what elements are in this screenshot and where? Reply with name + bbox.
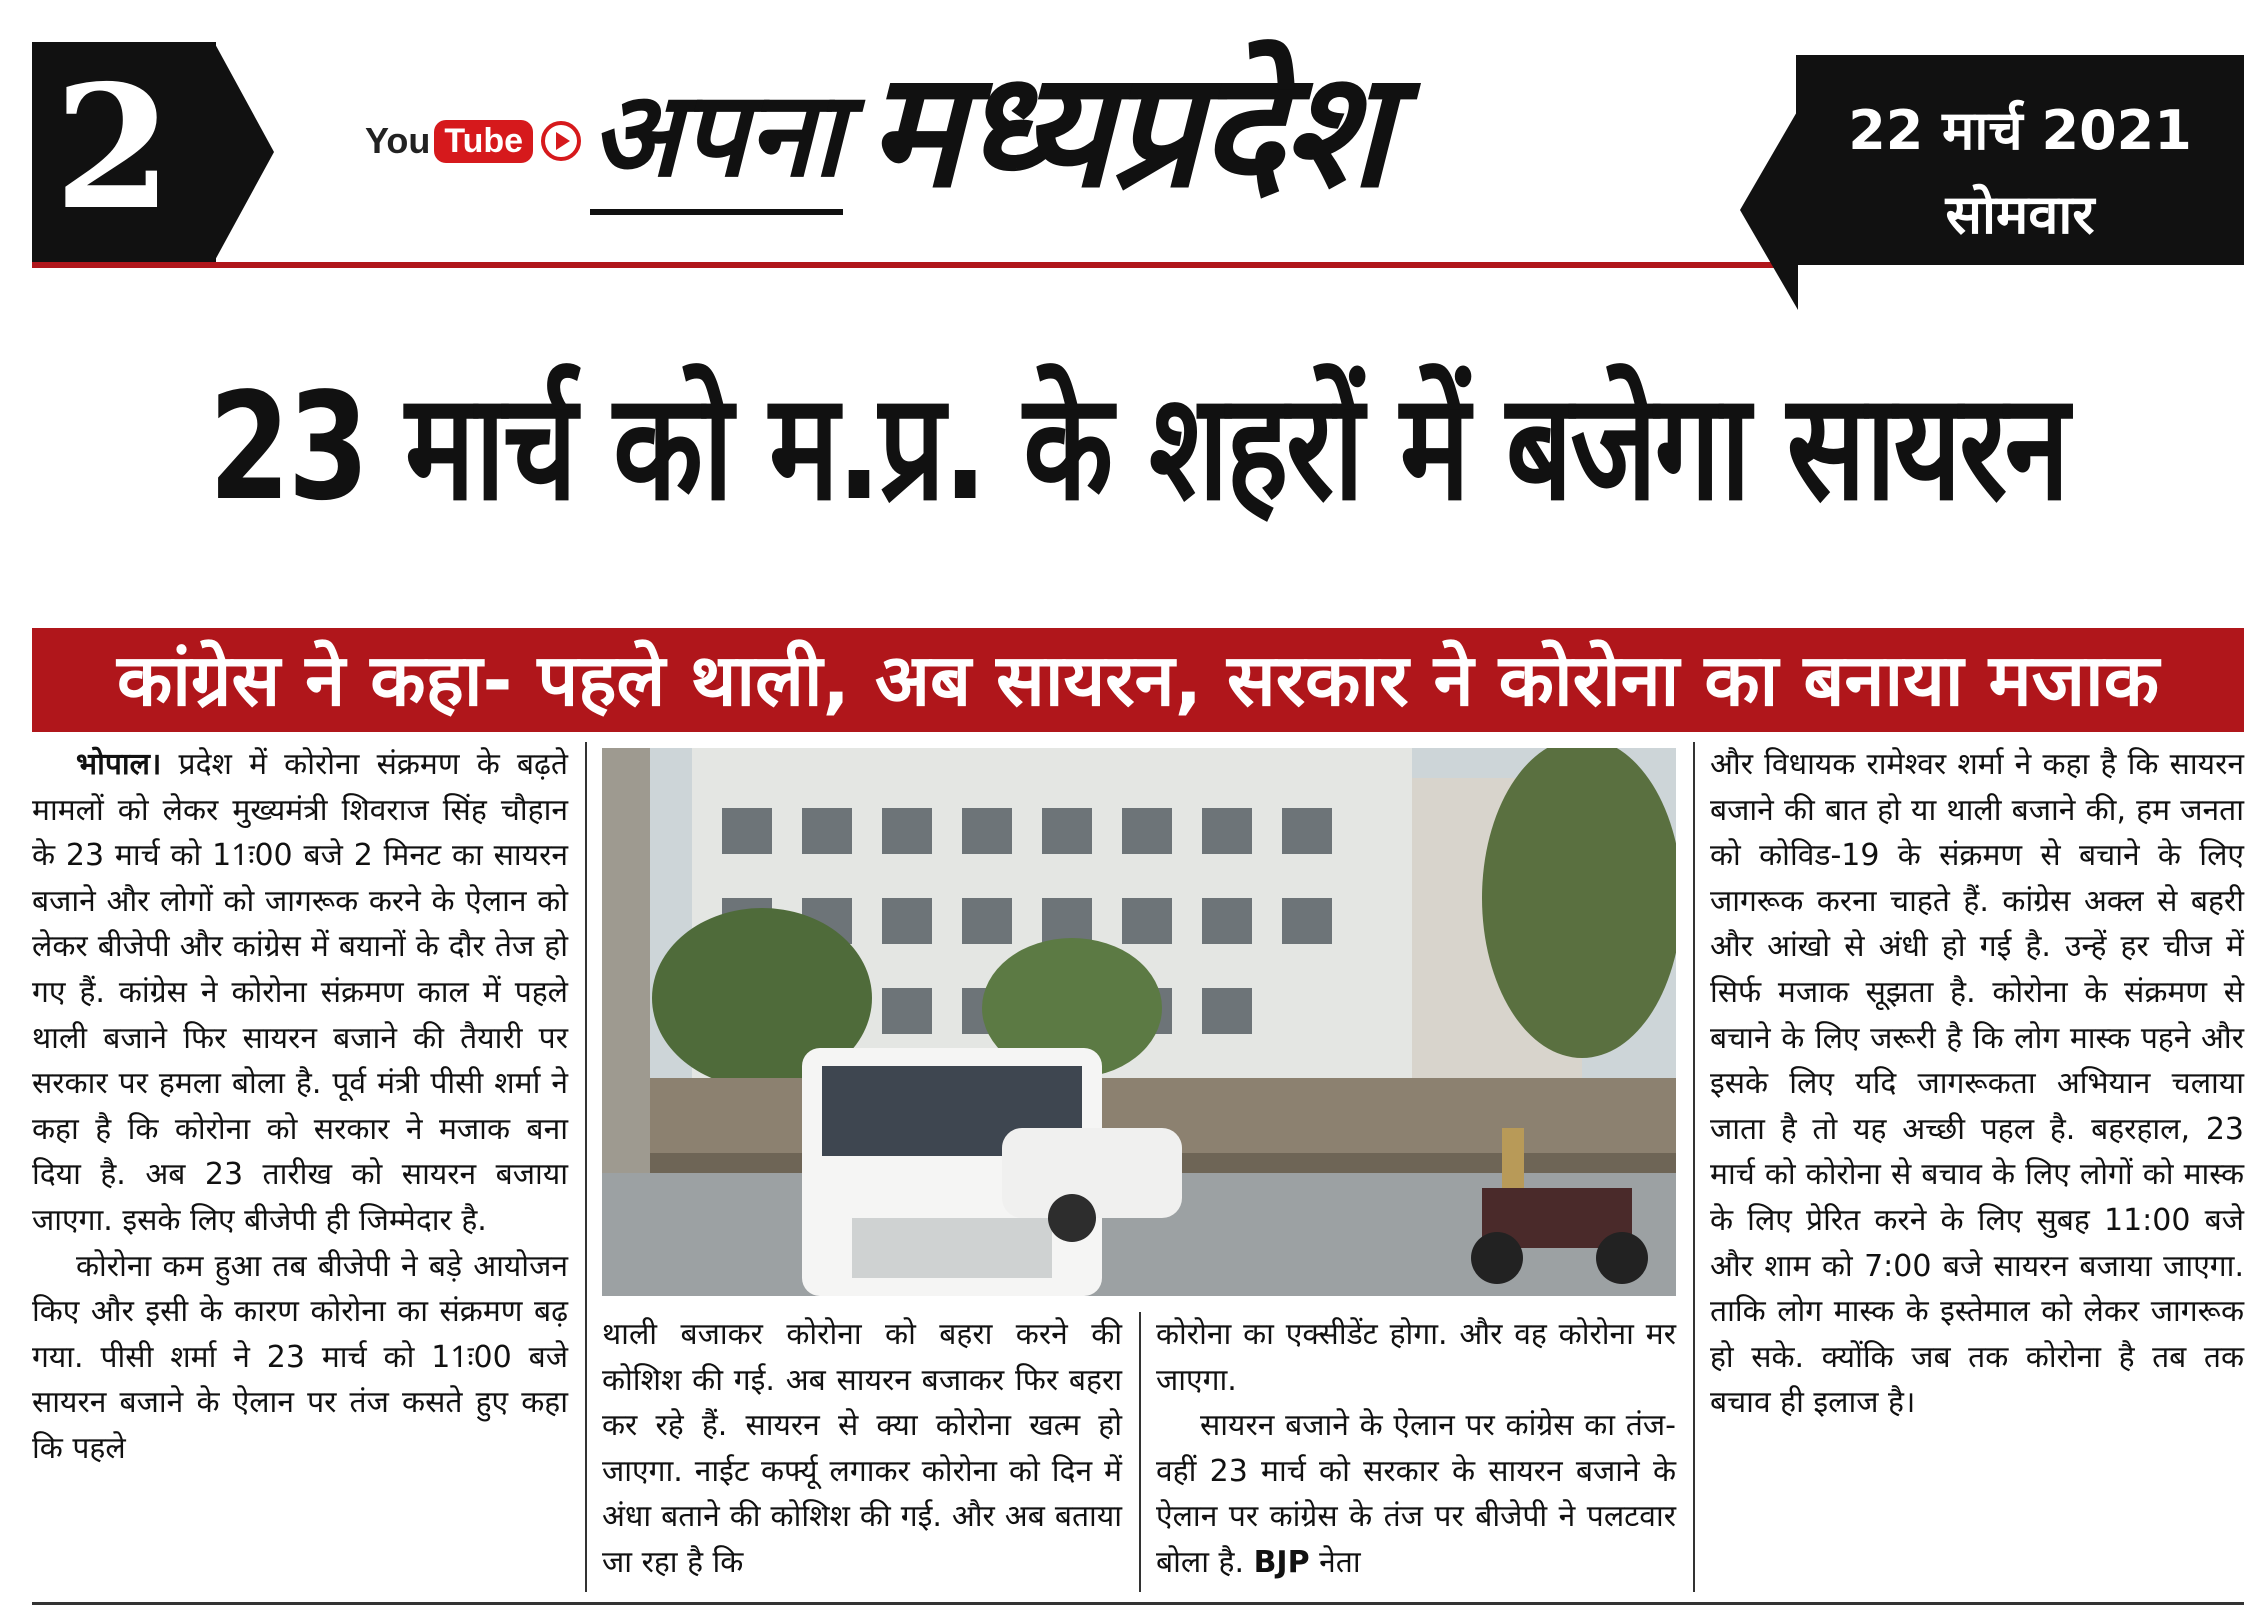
date-box-notch: [1740, 110, 1798, 310]
column-divider: [585, 742, 587, 1592]
issue-day: सोमवार: [1945, 183, 2095, 246]
column-divider: [1139, 1312, 1141, 1592]
paragraph: [602, 1312, 1122, 1586]
paragraph: [1156, 1312, 1676, 1403]
paragraph-text: और विधायक रामेश्वर शर्मा ने कहा है कि सायरन बजाने की बात हो या थाली बजाने की, हम जनता को कोविड-19 के संक्रमण से बचाने के लिए जागरूक करना चाहते हैं. कांग्रेस अक्ल से बहरी और आंखो से अंधी हो गई है. उन्हें हर चीज में सिर्फ मजाक सूझता है. कोरोना के संक्रमण से बचाने के लिए जरूरी है कि लोग मास्क पहने और इसके लिए यदि जागरूकता अभियान चलाया जाता है तो यह अच्छी पहल है. बहरहाल, 23 मार्च को कोरोना से बचाव के लिए लोगों को मास्क के लिए प्रेरित करने के लिए सुबह 11:00 बजे और शाम को 7:00 बजे सायरन बजाया जाएगा. ताकि लोग मास्क के इस्तेमाल को लेकर जागरूक हो सके. क्योंकि जब तक कोरोना है तब तक बचाव ही इलाज है।: [1710, 747, 2244, 1421]
play-icon: [541, 121, 581, 161]
paragraph: [1710, 742, 2244, 1426]
subheadline-band: [32, 628, 2244, 732]
dateline: भोपाल।: [76, 747, 162, 782]
bjp-abbr: BJP: [1253, 1544, 1310, 1580]
newspaper-masthead: [590, 36, 1389, 223]
news-photo: [602, 748, 1676, 1296]
paragraph: [32, 742, 568, 1244]
masthead-title-part1: अपना: [590, 59, 843, 215]
page-number-arrow: [214, 42, 274, 262]
subheadline: कांग्रेस ने कहा- पहले थाली, अब सायरन, सरकार ने कोरोना का बनाया मजाक: [116, 638, 2160, 722]
paragraph: [1156, 1403, 1676, 1585]
youtube-logo-tube: Tube: [434, 120, 533, 163]
paragraph-text: सायरन बजाने के ऐलान पर कांग्रेस का तंज- वहीं 23 मार्च को सरकार के सायरन बजाने के ऐलान पर कांग्रेस के तंज पर बीजेपी ने पलटवार बोला है.: [1156, 1408, 1676, 1580]
column-divider: [1693, 742, 1695, 1592]
article-column-1: [32, 742, 568, 1472]
youtube-logo: [365, 115, 581, 167]
page-number: 2: [54, 48, 173, 248]
article-column-2: [602, 1312, 1122, 1586]
paragraph-text: नेता: [1319, 1544, 1361, 1580]
issue-date: 22 मार्च 2021: [1848, 99, 2192, 162]
page-number-box: [32, 42, 216, 262]
news-photo-illustration: [602, 748, 1676, 1296]
paragraph-text: प्रदेश में कोरोना संक्रमण के बढ़ते मामलों को लेकर मुख्यमंत्री शिवराज सिंह चौहान के 23 मार्च को 11ः00 बजे 2 मिनट का सायरन बजाने और लोगों को जागरूक करने के ऐलान को लेकर बीजेपी और कांग्रेस में बयानों के दौर तेज हो गए हैं. कांग्रेस ने कोरोना संक्रमण काल में पहले थाली बजाने फिर सायरन बजाने की तैयारी पर सरकार पर हमला बोला है. पूर्व मंत्री पीसी शर्मा ने कहा है कि कोरोना को सरकार ने मजाक बना दिया है. अब 23 तारीख को सायरन बजाया जाएगा. इसके लिए बीजेपी ही जिम्मेदार है.: [32, 747, 568, 1238]
article-column-4: [1710, 742, 2244, 1426]
paragraph-text: थाली बजाकर कोरोना को बहरा करने की कोशिश की गई. अब सायरन बजाकर फिर बहरा कर रहे हैं. सायरन से क्या कोरोना खत्म हो जाएगा. नाईट कर्फ्यू लगाकर कोरोना को दिन में अंधा बताने की कोशिश की गई. और अब बताया जा रहा है कि: [602, 1317, 1122, 1580]
paragraph-text: कोरोना का एक्सीडेंट होगा. और वह कोरोना मर जाएगा.: [1156, 1317, 1676, 1398]
paragraph: [32, 1244, 568, 1472]
date-box: [1796, 55, 2244, 265]
masthead-red-rule: [32, 262, 1792, 268]
article-column-3: [1156, 1312, 1676, 1586]
paragraph-text: कोरोना कम हुआ तब बीजेपी ने बड़े आयोजन किए और इसी के कारण कोरोना का संक्रमण बढ़ गया. पीसी शर्मा ने 23 मार्च को 11ः00 बजे सायरन बजाने के ऐलान पर तंज कसते हुए कहा कि पहले: [32, 1248, 568, 1466]
masthead-title-part2: मध्यप्रदेश: [867, 36, 1389, 223]
youtube-logo-you: You: [365, 120, 431, 161]
footer-rule: [32, 1602, 2244, 1605]
headline: 23 मार्च को म.प्र. के शहरों में बजेगा सायरन: [208, 361, 2068, 533]
